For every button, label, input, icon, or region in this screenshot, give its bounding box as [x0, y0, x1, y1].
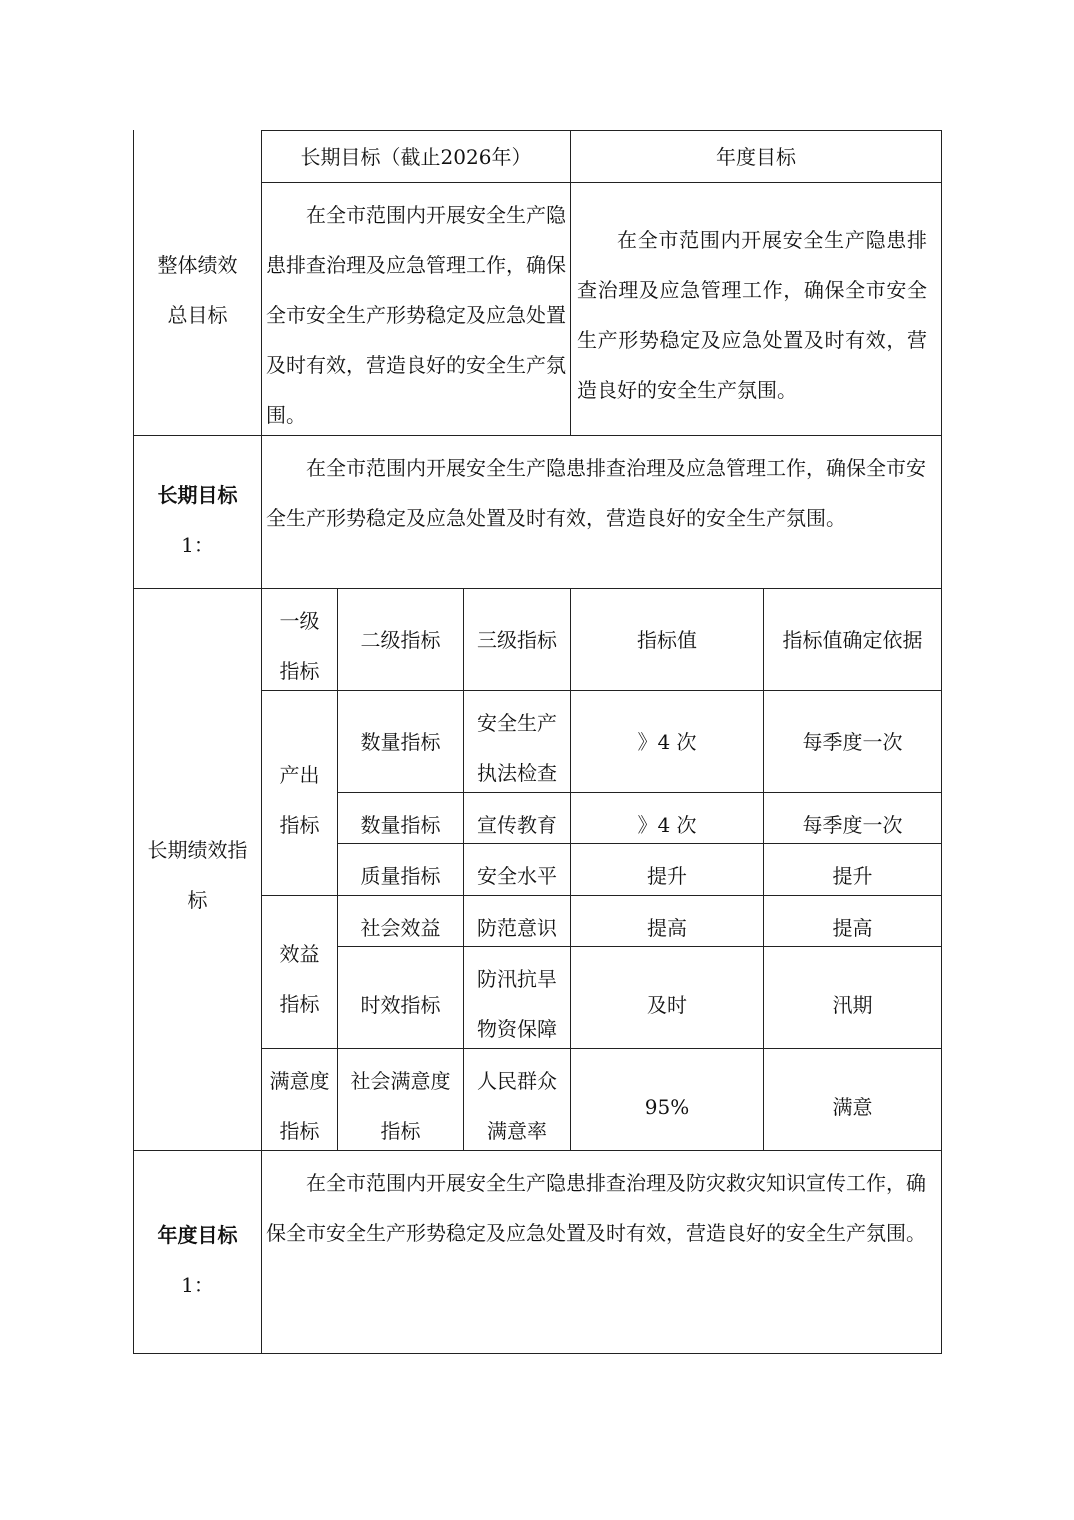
- header-level1-line1: 一级: [279, 609, 320, 633]
- row2-level3: 宣传教育: [477, 813, 557, 837]
- row6-level2-line2: 指标: [380, 1119, 421, 1143]
- row1-basis: 每季度一次: [802, 729, 903, 754]
- overall-label: [134, 240, 261, 340]
- row1-level2: 数量指标: [360, 729, 441, 754]
- row4-value: 提高: [647, 916, 687, 940]
- header-value: 指标值: [637, 627, 697, 652]
- header-level1-line2: 指标: [279, 659, 320, 683]
- indicators-label-line2: 标: [187, 888, 208, 912]
- annual-goal-label-line1: 年度目标: [157, 1223, 238, 1247]
- group-output-line1: 产出: [279, 763, 320, 787]
- row5-value: 及时: [647, 992, 687, 1017]
- long-term-goal-label-line2: 1：: [181, 533, 214, 557]
- row2-level2: 数量指标: [360, 813, 441, 837]
- long-term-goal-label: [134, 470, 261, 570]
- indicators-label-line1: 长期绩效指: [147, 838, 248, 862]
- annual-goal-label-line2: 1：: [181, 1273, 214, 1297]
- overall-long-term-text: 在全市范围内开展安全生产隐患排查治理及应急管理工作，确保全市安全生产形势稳定及应急处置及时有效，营造良好的安全生产氛围。: [266, 203, 566, 427]
- row4-level3: 防范意识: [477, 916, 557, 940]
- long-term-goal-label-line1: 长期目标: [157, 483, 238, 507]
- group-satisfaction-line1: 满意度: [269, 1069, 330, 1093]
- row2-basis: 每季度一次: [802, 813, 903, 837]
- row5-level3-line2: 物资保障: [477, 1017, 557, 1041]
- row5-basis: 汛期: [832, 992, 873, 1017]
- annual-goal-label: [134, 1210, 261, 1310]
- row5-level2: 时效指标: [360, 992, 441, 1017]
- row6-level3: [464, 1056, 570, 1156]
- row3-level2: 质量指标: [360, 864, 441, 888]
- row2-value: 》4 次: [637, 813, 697, 837]
- row1-level3: [464, 698, 570, 798]
- group-output: [262, 750, 337, 850]
- annual-header: 年度目标: [716, 144, 796, 169]
- group-satisfaction: [262, 1056, 337, 1156]
- rule-header-bottom: [261, 182, 942, 183]
- header-basis: 指标值确定依据: [782, 627, 923, 652]
- group-satisfaction-line2: 指标: [279, 1119, 320, 1143]
- annual-goal-text: 在全市范围内开展安全生产隐患排查治理及防灾救灾知识宣传工作，确保全市安全生产形势稳定及应急处置及时有效，营造良好的安全生产氛围。: [266, 1171, 926, 1245]
- header-level1: [262, 596, 337, 696]
- row4-basis: 提高: [832, 916, 873, 940]
- overall-label-line2: 总目标: [167, 303, 228, 327]
- row1-value: 》4 次: [637, 729, 697, 754]
- group-benefit-line1: 效益: [279, 942, 320, 966]
- row4-level2: 社会效益: [360, 916, 441, 940]
- rule-row1-bottom: [337, 792, 942, 793]
- overall-label-line1: 整体绩效: [157, 253, 238, 277]
- row5-level3: [464, 954, 570, 1054]
- row6-basis: 满意: [832, 1094, 873, 1119]
- group-output-line2: 指标: [279, 813, 320, 837]
- group-benefit-line2: 指标: [279, 992, 320, 1016]
- header-level2: 二级指标: [360, 627, 441, 652]
- row3-basis: 提升: [832, 864, 873, 888]
- long-term-goal-text: 在全市范围内开展安全生产隐患排查治理及应急管理工作，确保全市安全生产形势稳定及应急处置及时有效，营造良好的安全生产氛围。: [266, 456, 926, 530]
- rule-label-col: [261, 130, 262, 1354]
- row6-level3-line1: 人民群众: [477, 1069, 557, 1093]
- row3-value: 提升: [647, 864, 687, 888]
- row6-value: 95%: [644, 1094, 690, 1119]
- header-level3: 三级指标: [477, 627, 557, 652]
- overall-annual-text: 在全市范围内开展安全生产隐患排查治理及应急管理工作，确保全市安全生产形势稳定及应急处置及时有效，营造良好的安全生产氛围。: [577, 228, 927, 402]
- rule-right: [941, 130, 942, 1354]
- row3-level3: 安全水平: [477, 864, 557, 888]
- row5-level3-line1: 防汛抗旱: [477, 967, 557, 991]
- group-benefit: [262, 929, 337, 1029]
- row6-level3-line2: 满意率: [487, 1119, 547, 1143]
- row6-level2: [338, 1056, 463, 1156]
- indicators-label: [134, 825, 261, 925]
- rule-bottom: [133, 1353, 942, 1354]
- long-term-header: 长期目标（截止2026年）: [300, 144, 532, 169]
- row6-level2-line1: 社会满意度: [350, 1069, 451, 1093]
- row1-level3-line2: 执法检查: [477, 761, 557, 785]
- row1-level3-line1: 安全生产: [477, 711, 557, 735]
